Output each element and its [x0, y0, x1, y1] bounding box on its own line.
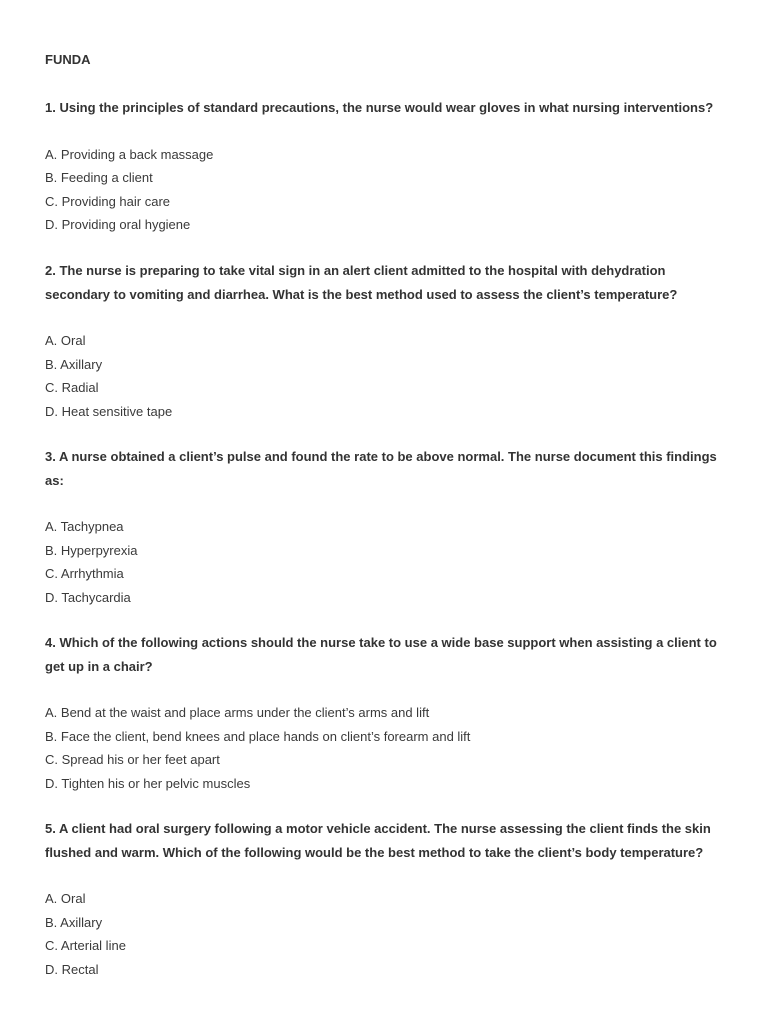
option-c: C. Spread his or her feet apart: [45, 752, 220, 767]
question-text: 3. A nurse obtained a client’s pulse and found the rate to be above normal. The nurse document this findings as:: [45, 449, 717, 488]
option-b: B. Face the client, bend knees and place hands on client’s forearm and lift: [45, 728, 471, 744]
option-c: C. Arterial line: [45, 938, 126, 953]
question-1: [45, 96, 728, 237]
option-b: B. Hyperpyrexia: [45, 542, 138, 558]
option-list: [45, 701, 728, 795]
option-d: D. Tighten his or her pelvic muscles: [45, 775, 251, 791]
option-d: D. Providing oral hygiene: [45, 217, 191, 232]
question-text: 2. The nurse is preparing to take vital sign in an alert client admitted to the hospital with dehydration secondary to vomiting and diarrhea. What is the best method used to assess the client’s temperature?: [45, 263, 678, 302]
question-text: 5. A client had oral surgery following a motor vehicle accident. The nurse assessing the client finds the skin flushed and warm. Which of the following would be the best method to take the client’s body temperature?: [45, 821, 711, 860]
question-3: [45, 445, 728, 609]
question-4: [45, 631, 728, 795]
option-a: A. Oral: [45, 333, 86, 348]
question-2: [45, 259, 728, 423]
option-list: [45, 515, 728, 609]
option-d: D. Heat sensitive tape: [45, 403, 173, 419]
option-a: A. Bend at the waist and place arms under the client’s arms and lift: [45, 705, 430, 720]
option-c: C. Arrhythmia: [45, 566, 124, 581]
question-text: 4. Which of the following actions should the nurse take to use a wide base support when assisting a client to get up in a chair?: [45, 635, 717, 674]
option-a: A. Providing a back massage: [45, 146, 214, 162]
document-title: FUNDA: [45, 52, 91, 67]
option-list: [45, 329, 728, 423]
question-5: [45, 817, 728, 981]
option-d: D. Tachycardia: [45, 589, 131, 605]
option-c: C. Radial: [45, 380, 99, 395]
option-b: B. Feeding a client: [45, 170, 153, 185]
option-b: B. Axillary: [45, 356, 103, 372]
option-a: A. Tachypnea: [45, 519, 124, 534]
option-list: [45, 887, 728, 981]
option-list: [45, 143, 728, 237]
option-a: A. Oral: [45, 891, 86, 906]
question-text: 1. Using the principles of standard precautions, the nurse would wear gloves in what nursing interventions?: [45, 100, 714, 115]
option-c: C. Providing hair care: [45, 193, 170, 209]
option-b: B. Axillary: [45, 914, 103, 930]
option-d: D. Rectal: [45, 961, 99, 977]
